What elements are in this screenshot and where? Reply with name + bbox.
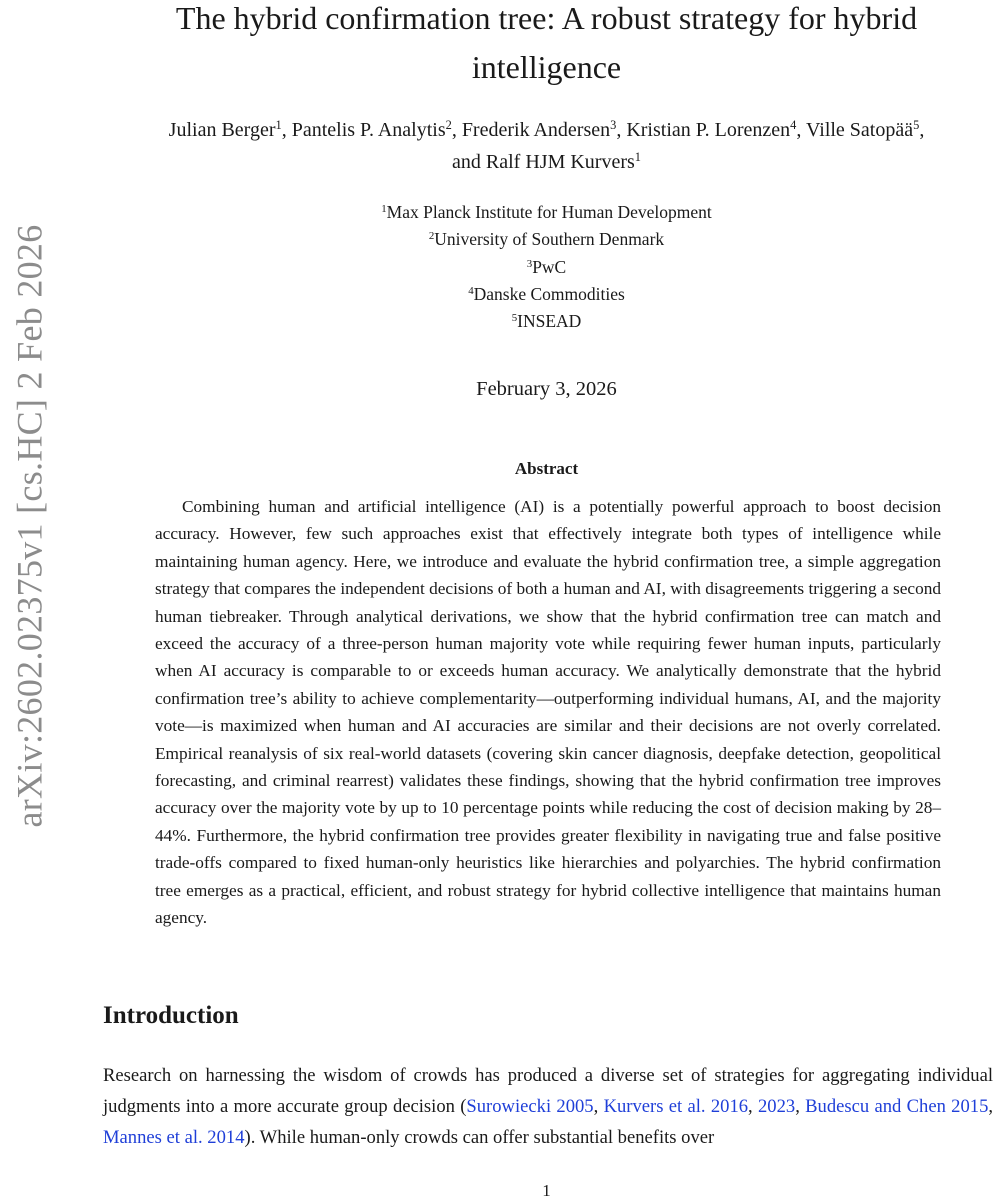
author-list: Julian Berger$^1$, Pantelis P. Analytis$^2$, Frederik Andersen$^3$, Kristian P. Lorenzen$^4$, Ville Satopää$^5$, and Ralf HJM Kurvers$^1$ [168, 118, 925, 173]
author-name: Pantelis P. Analytis [291, 119, 446, 141]
author-affil-sup: 2 [445, 118, 452, 133]
citation-link[interactable]: Surowiecki 2005 [466, 1096, 594, 1117]
author-affil-sup: 1 [275, 118, 282, 133]
arxiv-stamp: arXiv:2602.02375v1 [cs.HC] 2 Feb 2026 [10, 223, 51, 828]
author-conjunction: and [452, 151, 481, 173]
affiliation [100, 199, 993, 226]
affiliation-name: INSEAD [517, 311, 582, 332]
citation-link[interactable]: Kurvers et al. 2016 [603, 1096, 749, 1117]
introduction-paragraph [103, 1060, 993, 1153]
affiliation-name: PwC [532, 256, 567, 277]
author-name: Frederik Andersen [461, 119, 611, 141]
affiliation [100, 254, 993, 281]
abstract-body: Combining human and artificial intelligence (AI) is a potentially powerful approach to boost decision accuracy. However, few such approaches exist that effectively integrate both types of intelligence while maintaining human agency. Here, we introduce and evaluate the hybrid confirmation tree, a simple aggregation strategy that compares the independent decisions of both a human and AI, with disagreements triggering a second human tiebreaker. Through analytical derivations, we show that the hybrid confirmation tree can match and exceed the accuracy of a three-person human majority vote while requiring fewer human inputs, particularly when AI accuracy is comparable to or exceeds human accuracy. We analytically demonstrate that the hybrid confirmation tree’s ability to achieve complementarity—outperforming individual humans, AI, and the majority vote—is maximized when human and AI accuracies are similar and their decisions are not overly correlated. Empirical reanalysis of six real-world datasets (covering skin cancer diagnosis, deepfake detection, geopolitical forecasting, and criminal rearrest) validates these findings, showing that the hybrid confirmation tree improves accuracy over the majority vote by up to 10 percentage points while reducing the cost of decision making by 28–44%. Furthermore, the hybrid confirmation tree provides greater flexibility in navigating true and false positive trade-offs compared to fixed human-only heuristics like hierarchies and polyarchies. The hybrid confirmation tree emerges as a practical, efficient, and robust strategy for hybrid collective intelligence that maintains human agency. [155, 497, 941, 928]
intro-text: ). While human-only crowds can offer substantial benefits over [244, 1127, 715, 1148]
author-name: Ralf HJM Kurvers [485, 151, 635, 173]
author-affil-sup: 5 [913, 118, 920, 133]
affiliation [100, 226, 993, 253]
affiliation-sup: 2 [428, 230, 435, 243]
affiliation-list [100, 199, 993, 335]
publication-date: February 3, 2026 [476, 378, 617, 400]
citation-link[interactable]: 2023 [758, 1096, 796, 1117]
author-name: Ville Satopää [806, 119, 914, 141]
affiliation-sup: 5 [511, 312, 518, 325]
affiliation-name: Max Planck Institute for Human Development [386, 202, 712, 222]
affiliation [100, 308, 993, 335]
author-name: Kristian P. Lorenzen [626, 119, 791, 141]
author-affil-sup: 4 [790, 118, 797, 133]
paper-title: The hybrid confirmation tree: A robust strategy for hybrid intelligence [175, 0, 918, 85]
affiliation-sup: 4 [468, 284, 474, 297]
affiliation-name: Danske Commodities [473, 283, 625, 304]
author-name: Julian Berger [168, 119, 276, 141]
citation-separator: , [988, 1096, 993, 1117]
affiliation [100, 281, 993, 308]
affiliation-sup: 1 [381, 203, 387, 216]
citation-separator: , [593, 1096, 604, 1117]
affiliation-sup: 3 [526, 257, 533, 270]
citation-separator: , [748, 1096, 758, 1117]
page-number: 1 [542, 1181, 551, 1200]
citation-link[interactable]: Budescu and Chen 2015 [805, 1096, 989, 1117]
citation-separator: , [795, 1096, 806, 1117]
author-affil-sup: 1 [634, 150, 641, 165]
section-heading-introduction: Introduction [103, 1002, 239, 1029]
author-affil-sup: 3 [610, 118, 617, 133]
affiliation-name: University of Southern Denmark [434, 229, 665, 250]
arxiv-stamp-container [10, 203, 51, 848]
abstract-heading: Abstract [514, 459, 579, 478]
intro-text: Research on harnessing the wisdom of crowds has produced a diverse set of strategies for aggregating individual judgments into a more accurate group decision ( [103, 1065, 993, 1117]
citation-link[interactable]: Mannes et al. 2014 [103, 1127, 245, 1148]
